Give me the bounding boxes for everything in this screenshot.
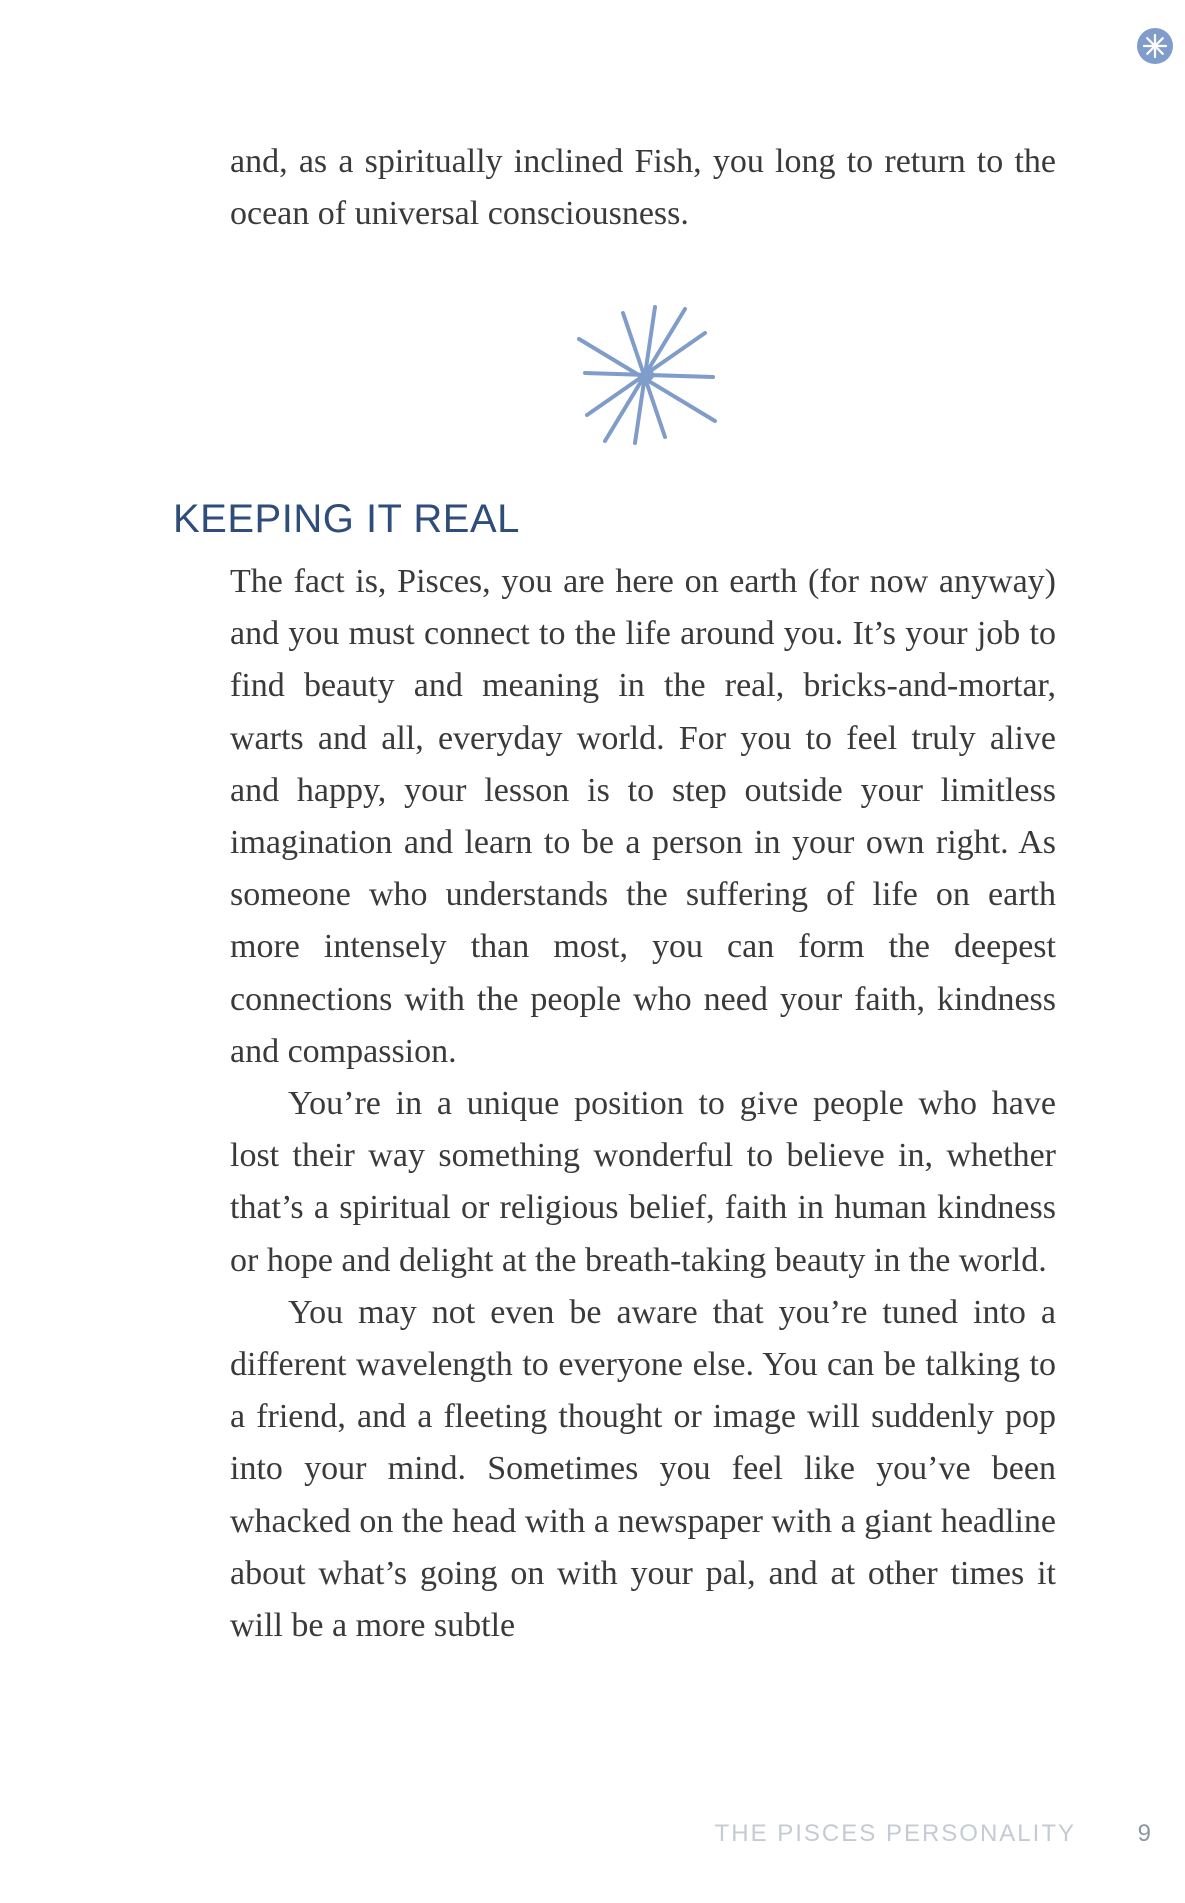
running-head: THE PISCES PERSONALITY <box>714 1820 1076 1847</box>
intro-text: and, as a spiritually inclined Fish, you long to return to the ocean of universal consciousness. <box>230 143 1056 232</box>
starburst-badge-icon <box>1135 26 1175 66</box>
paragraph: You may not even be aware that you’re tuned into a different wavelength to everyone else. You can be talking to a friend, and a fleeting thought or image will suddenly pop into your mind. Sometimes you feel like you’ve been whacked on the head with a newspaper with a giant headline about what’s going on with your pal, and at other times it will be a more subtle <box>230 1293 1056 1645</box>
page-number: 9 <box>1137 1820 1151 1847</box>
paragraph: The fact is, Pisces, you are here on earth (for now anyway) and you must connect to the life around you. It’s your job to find beauty and meaning in the real, bricks-and-mortar, warts and all, everyday world. For you to feel truly alive and happy, your lesson is to step outside your limitless imagination and learn to be a person in your own right. As someone who understands the suffering of life on earth more intensely than most, you can form the deepest connections with the people who need your faith, kindness and compassion. <box>230 563 1056 1070</box>
paragraph: You’re in a unique position to give people who have lost their way something wonderful to believe in, whether that’s a spiritual or religious belief, faith in human kindness or hope and delight at the breath-taking beauty in the world. <box>230 1085 1056 1279</box>
section-body <box>230 556 1056 1652</box>
page-footer <box>0 1820 1185 1860</box>
intro-paragraph <box>230 136 1056 240</box>
starburst-icon <box>565 305 725 445</box>
section-heading: KEEPING IT REAL <box>173 497 520 541</box>
